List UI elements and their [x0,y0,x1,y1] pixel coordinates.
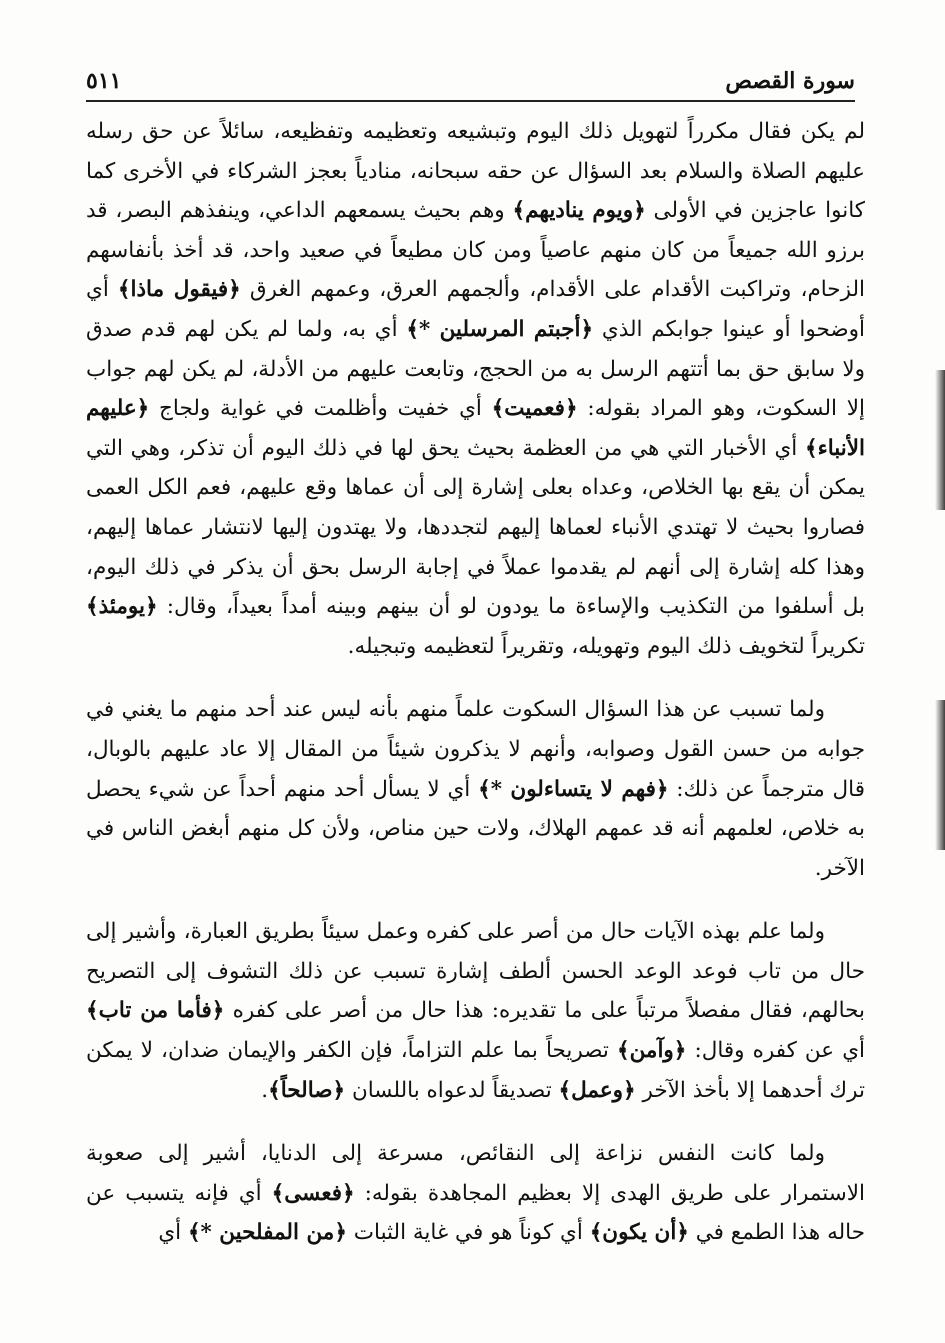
quran-quote: ﴿أجبتم المرسلين *﴾ [406,316,594,342]
scan-edge-shadow [935,700,945,850]
commentary-text: وهم بحيث يسمعهم الداعي، وينفذهم البصر، قد برزو الله جميعاً من كان منهم عاصياً ومن كان مطيعاً في صعيد واحد، قد أخذ بأنفاسهم الزحام، وتراكبت الأقدام على الأقدام، وألجمهم العرق، وعمهم الغرق [86,198,865,303]
commentary-text: أي الأخبار التي هي من العظمة بحيث يحق لها في ذلك اليوم أن تذكر، وهي التي يمكن أن يقع بها الخلاص، وعداه بعلى إشارة إلى أن عماها وقع عليهم، فعم الكل العمى فصاروا بحيث لا تهتدي الأنباء لعماها إليهم لتجددها، ولا يهتدون إليها لانتشار عماها إليهم، وهذا كله إشارة إلى أنهم لم يقدموا عملاً في إجابة الرسل بحق أن يذكر في ذلك اليوم، بل أسلفوا من التكذيب والإساءة ما يودون لو أن بينهم وبينه أمداً بعيداً، وقال: [86,435,865,620]
quran-quote: ﴿فعسى﴾ [271,1180,355,1206]
commentary-text: أي خفيت وأظلمت في غواية ولجاج [149,396,492,422]
quran-quote: ﴿عليهم الأنباء﴾ [86,396,865,461]
commentary-text: أي كوناً هو في غاية الثبات [346,1220,590,1246]
quran-quote: ﴿فأما من تاب﴾ [86,998,225,1024]
paragraph-1 [86,112,865,666]
commentary-text: أي أوضحوا أو عينوا جوابكم الذي [86,277,865,342]
commentary-text: أي [158,1220,188,1246]
quran-quote: ﴿صالحاً﴾ [268,1077,346,1103]
paragraph-3 [86,912,865,1110]
quran-quote: ﴿فيقول ماذا﴾ [117,277,241,303]
quran-quote: ﴿أن يكون﴾ [589,1220,689,1246]
quran-quote: ﴿وعمل﴾ [558,1077,636,1103]
quran-quote: ﴿من المفلحين *﴾ [187,1220,347,1246]
quran-quote: ﴿يومئذ﴾ [86,594,158,620]
quran-quote: ﴿ويوم يناديهم﴾ [512,198,646,224]
commentary-text: ولما علم بهذه الآيات حال من أصر على كفره وعمل سيئاً بطريق العبارة، وأشير إلى حال من تاب فوعد الوعد الحسن ألطف إشارة تسبب عن ذلك التشوف إلى التصريح بحالهم، فقال مفصلاً مرتباً على ما تقديره: هذا حال من أصر على كفره [86,919,865,1024]
commentary-text: تكريراً لتخويف ذلك اليوم وتهويله، وتقريراً لتعظيمه وتبجيله. [347,633,865,659]
paragraph-4 [86,1134,865,1253]
commentary-text: ولما كانت النفس نزاعة إلى النقائص، مسرعة إلى الدنايا، أشير إلى صعوبة الاستمرار على طريق الهدى إلا بعظيم المجاهدة بقوله: [86,1141,865,1206]
commentary-text: أي عن كفره وقال: [686,1038,865,1064]
paragraph-2 [86,690,865,888]
quran-quote: ﴿وآمن﴾ [616,1038,687,1064]
surah-title: سورة القصص [725,68,855,94]
commentary-text: أي به، ولما لم يكن لهم قدم صدق ولا سابق حق بما أتتهم الرسل به من الحجج، وتابعت عليهم من الأدلة، لم يكن لهم جواب إلا السكوت، وهو المراد بقوله: [86,316,866,422]
running-header [86,62,855,102]
commentary-text: تصديقاً لدعواه باللسان [345,1077,559,1103]
tafsir-body [86,112,865,1277]
quran-quote: ﴿فهم لا يتساءلون *﴾ [478,776,669,802]
commentary-text: ولما تسبب عن هذا السؤال السكوت علماً منهم بأنه ليس عند أحد منهم ما يغني في جوابه من حسن القول وصوابه، وأنهم لا يذكرون شيئاً من المقال إلا عاد عليهم بالوبال، قال مترجماً عن ذلك: [86,697,866,802]
scan-edge-shadow [935,370,945,510]
page-number: ٥١١ [86,68,122,94]
commentary-text: أي فإنه يتسبب عن حاله هذا الطمع في [86,1180,865,1246]
quran-quote: ﴿فعميت﴾ [491,396,578,422]
commentary-text: . [261,1077,269,1103]
commentary-text: لم يكن فقال مكرراً لتهويل ذلك اليوم وتبشيعه وتعظيمه وتفظيعه، سائلاً عن حق رسله عليهم الصلاة والسلام بعد السؤال عن حقه سبحانه، منادياً بعجز الشركاء في الأخرى كما كانوا عاجزين في الأولى [86,119,866,224]
commentary-text: تصريحاً بما علم التزاماً، فإن الكفر والإيمان ضدان، لا يمكن ترك أحدهما إلا بأخذ الآخر [86,1038,865,1103]
commentary-text: أي لا يسأل أحد منهم أحداً عن شيء يحصل به خلاص، لعلمهم أنه قد عمهم الهلاك، ولات حين مناص، ولأن كل منهم أبغض الناس في الآخر. [86,776,865,881]
